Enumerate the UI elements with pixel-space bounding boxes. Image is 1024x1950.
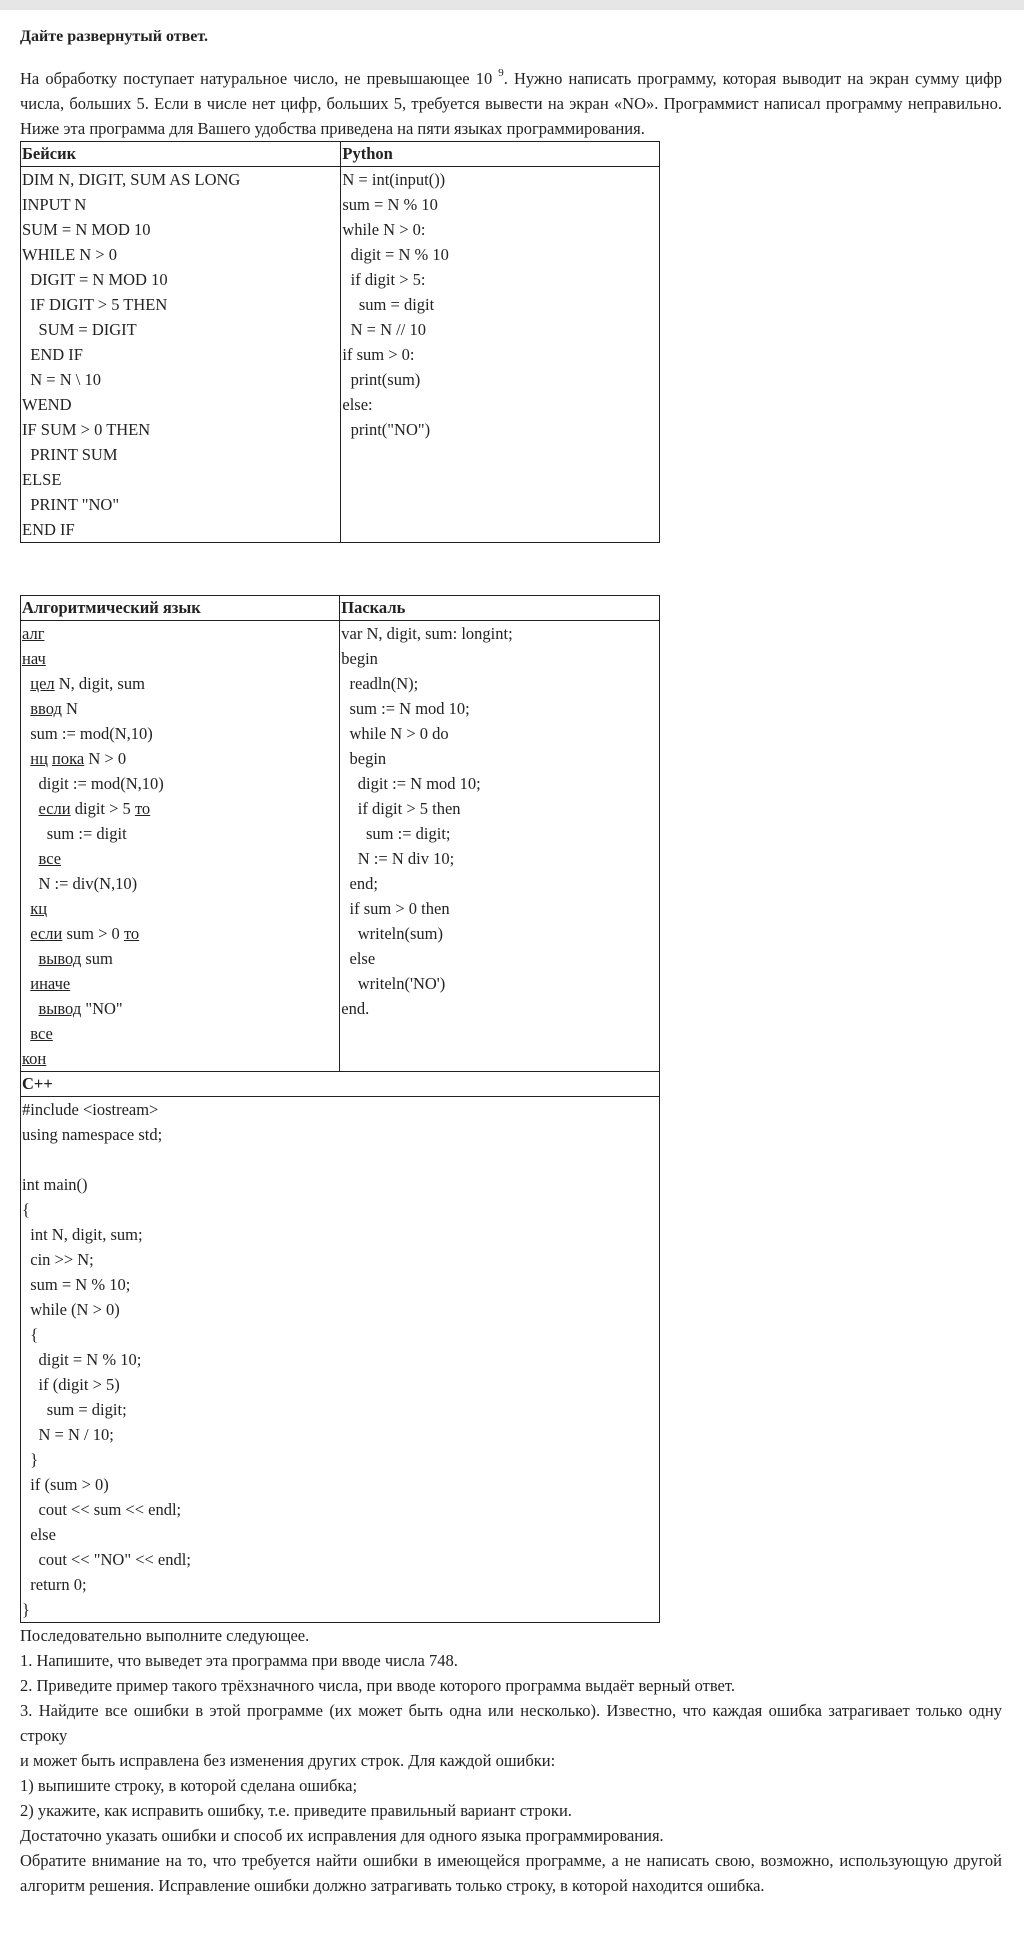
- intro-text-start: На обработку поступает натуральное число, не превышающее 10: [20, 69, 493, 88]
- code-line: else: [341, 949, 376, 968]
- code-line: [22, 1147, 658, 1172]
- code-line: print("NO"): [342, 420, 431, 439]
- code-line: while N > 0 do: [341, 724, 449, 743]
- code-line: cout << sum << endl;: [22, 1500, 182, 1519]
- keyword: кц: [30, 899, 48, 918]
- keyword: вывод: [38, 999, 82, 1018]
- keyword: пока: [52, 749, 85, 768]
- code-text: digit := mod(N,10): [22, 774, 164, 793]
- code-line: if sum > 0:: [342, 345, 415, 364]
- code-line: readln(N);: [341, 674, 419, 693]
- code-text: N, digit, sum: [54, 674, 145, 693]
- code-text: [22, 1024, 30, 1043]
- code-text: N: [61, 699, 78, 718]
- code-line: DIM N, DIGIT, SUM AS LONG: [22, 170, 241, 189]
- cpp-header: C++: [21, 1072, 660, 1097]
- code-line: INPUT N: [22, 195, 87, 214]
- code-line: digit = N % 10: [342, 245, 449, 264]
- code-text: N := div(N,10): [22, 874, 138, 893]
- code-text: [22, 799, 39, 818]
- code-line: cout << "NO" << endl;: [22, 1550, 191, 1569]
- instruction-line: 2. Приведите пример такого трёхзначного числа, при вводе которого программа выдаёт верный ответ.: [20, 1676, 735, 1695]
- instruction-line: Последовательно выполните следующее.: [20, 1626, 310, 1645]
- code-text: sum := digit: [22, 824, 127, 843]
- code-line: N = N / 10;: [22, 1425, 114, 1444]
- top-bar: [0, 0, 1024, 10]
- instruction-line: 1) выпишите строку, в которой сделана ошибка;: [20, 1776, 358, 1795]
- code-line: while (N > 0): [22, 1300, 120, 1319]
- code-line: IF SUM > 0 THEN: [22, 420, 151, 439]
- code-line: sum = N % 10;: [22, 1275, 131, 1294]
- keyword: то: [134, 799, 151, 818]
- code-text: [22, 949, 39, 968]
- code-line: if (digit > 5): [22, 1375, 120, 1394]
- code-line: [22, 646, 338, 671]
- code-line: else:: [342, 395, 373, 414]
- code-line: [22, 771, 338, 796]
- code-text: [22, 974, 30, 993]
- code-line: DIGIT = N MOD 10: [22, 270, 168, 289]
- code-table-alg-pascal-cpp: [20, 595, 660, 1623]
- basic-header: Бейсик: [21, 142, 341, 167]
- code-line: int N, digit, sum;: [22, 1225, 143, 1244]
- code-text: [22, 674, 30, 693]
- code-line: if digit > 5 then: [341, 799, 461, 818]
- code-text: sum: [81, 949, 113, 968]
- keyword: если: [38, 799, 71, 818]
- code-line: [22, 746, 338, 771]
- code-text: sum > 0: [62, 924, 124, 943]
- keyword: нц: [30, 749, 48, 768]
- code-line: N = N \ 10: [22, 370, 101, 389]
- task-intro: [20, 66, 1002, 141]
- code-line: #include <iostream>: [22, 1100, 159, 1119]
- keyword: все: [30, 1024, 53, 1043]
- code-line: [22, 796, 338, 821]
- code-line: [22, 721, 338, 746]
- code-line: WHILE N > 0: [22, 245, 117, 264]
- code-line: END IF: [22, 345, 83, 364]
- pascal-code-lines: [341, 621, 658, 1021]
- code-line: if digit > 5:: [342, 270, 426, 289]
- code-line: using namespace std;: [22, 1125, 163, 1144]
- code-line: else: [22, 1525, 56, 1544]
- code-line: N := N div 10;: [341, 849, 455, 868]
- task-instructions: [20, 1623, 1002, 1898]
- task-content: [20, 10, 1002, 1898]
- code-line: print(sum): [342, 370, 421, 389]
- alg-code: [21, 621, 340, 1072]
- cpp-code: [21, 1097, 660, 1623]
- code-line: N = N // 10: [342, 320, 426, 339]
- code-line: sum = digit: [342, 295, 435, 314]
- code-line: end;: [341, 874, 378, 893]
- code-line: if sum > 0 then: [341, 899, 450, 918]
- code-line: IF DIGIT > 5 THEN: [22, 295, 168, 314]
- keyword: иначе: [30, 974, 71, 993]
- code-line: begin: [341, 749, 387, 768]
- code-line: writeln('NO'): [341, 974, 446, 993]
- keyword: все: [38, 849, 62, 868]
- keyword: ввод: [30, 699, 62, 718]
- code-table-basic-python: [20, 141, 660, 543]
- keyword: нач: [22, 649, 46, 668]
- basic-code-lines: [22, 167, 339, 542]
- pascal-header: Паскаль: [340, 596, 660, 621]
- code-line: [22, 846, 338, 871]
- instruction-line: Достаточно указать ошибки и способ их исправления для одного языка программирования.: [20, 1826, 664, 1845]
- code-line: begin: [341, 649, 378, 668]
- code-line: {: [22, 1325, 39, 1344]
- code-line: [22, 821, 338, 846]
- code-text: [22, 849, 39, 868]
- instruction-line: Обратите внимание на то, что требуется найти ошибки в имеющейся программе, а не написать свою, возможно, использующую другой алгоритм решения. Исправление ошибки должно затрагивать только строку, в которой находится ошибка.: [20, 1851, 1002, 1895]
- code-line: ELSE: [22, 470, 62, 489]
- code-line: sum := N mod 10;: [341, 699, 470, 718]
- pascal-code: [340, 621, 660, 1072]
- code-line: sum = N % 10: [342, 195, 438, 214]
- code-line: [22, 696, 338, 721]
- code-line: [22, 996, 338, 1021]
- basic-code: [21, 167, 341, 543]
- instruction-line: 2) укажите, как исправить ошибку, т.е. приведите правильный вариант строки.: [20, 1801, 572, 1820]
- alg-header: Алгоритмический язык: [21, 596, 340, 621]
- code-line: digit := N mod 10;: [341, 774, 481, 793]
- code-text: digit > 5: [70, 799, 135, 818]
- code-line: }: [22, 1450, 39, 1469]
- instruction-line: 1. Напишите, что выведет эта программа при вводе числа 748.: [20, 1651, 458, 1670]
- code-line: digit = N % 10;: [22, 1350, 142, 1369]
- keyword: то: [123, 924, 140, 943]
- code-text: sum := mod(N,10): [22, 724, 153, 743]
- code-line: [22, 621, 338, 646]
- code-line: if (sum > 0): [22, 1475, 109, 1494]
- code-text: [22, 699, 30, 718]
- table-gap: [20, 543, 1002, 595]
- code-line: }: [22, 1600, 30, 1619]
- instruction-line: 3. Найдите все ошибки в этой программе (их может быть одна или несколько). Известно, что каждая ошибка затрагивает только одну строку: [20, 1701, 1002, 1745]
- code-line: END IF: [22, 520, 75, 539]
- code-text: [22, 999, 39, 1018]
- code-line: SUM = DIGIT: [22, 320, 137, 339]
- code-line: [22, 671, 338, 696]
- code-text: [22, 749, 30, 768]
- keyword: цел: [30, 674, 55, 693]
- code-line: [22, 921, 338, 946]
- code-line: end.: [341, 999, 370, 1018]
- intro-exponent: 9: [498, 66, 504, 79]
- code-text: [22, 924, 30, 943]
- code-line: {: [22, 1200, 30, 1219]
- code-line: sum := digit;: [341, 824, 451, 843]
- code-line: writeln(sum): [341, 924, 443, 943]
- code-text: [22, 899, 30, 918]
- code-line: [22, 946, 338, 971]
- code-text: N > 0: [84, 749, 127, 768]
- intro-text-end: . Нужно написать программу, которая выводит на экран сумму цифр числа, больших 5. Если в числе нет цифр, больших 5, требуется вывести на экран «NO». Программист написал программу неправильно. Ниже эта программа для Вашего удобства приведена на пяти языках программирования.: [20, 69, 1003, 138]
- alg-code-lines: [22, 621, 338, 1071]
- code-line: [22, 1021, 338, 1046]
- keyword: вывод: [38, 949, 82, 968]
- code-line: N = int(input()): [342, 170, 446, 189]
- code-line: return 0;: [22, 1575, 87, 1594]
- code-line: WEND: [22, 395, 72, 414]
- code-line: [22, 1046, 338, 1071]
- keyword: если: [30, 924, 63, 943]
- code-line: sum = digit;: [22, 1400, 127, 1419]
- code-line: PRINT "NO": [22, 495, 120, 514]
- code-line: [22, 896, 338, 921]
- python-header: Python: [341, 142, 660, 167]
- code-line: PRINT SUM: [22, 445, 118, 464]
- code-line: SUM = N MOD 10: [22, 220, 151, 239]
- keyword: кон: [22, 1049, 47, 1068]
- python-code: [341, 167, 660, 543]
- code-line: var N, digit, sum: longint;: [341, 624, 513, 643]
- code-line: while N > 0:: [342, 220, 426, 239]
- code-line: cin >> N;: [22, 1250, 94, 1269]
- keyword: алг: [22, 624, 45, 643]
- cpp-code-lines: [22, 1097, 658, 1622]
- code-line: int main(): [22, 1175, 88, 1194]
- task-heading: Дайте развернутый ответ.: [20, 28, 208, 45]
- instruction-line: и может быть исправлена без изменения других строк. Для каждой ошибки:: [20, 1751, 556, 1770]
- python-code-lines: [342, 167, 658, 442]
- code-line: [22, 871, 338, 896]
- code-text: "NO": [81, 999, 123, 1018]
- code-line: [22, 971, 338, 996]
